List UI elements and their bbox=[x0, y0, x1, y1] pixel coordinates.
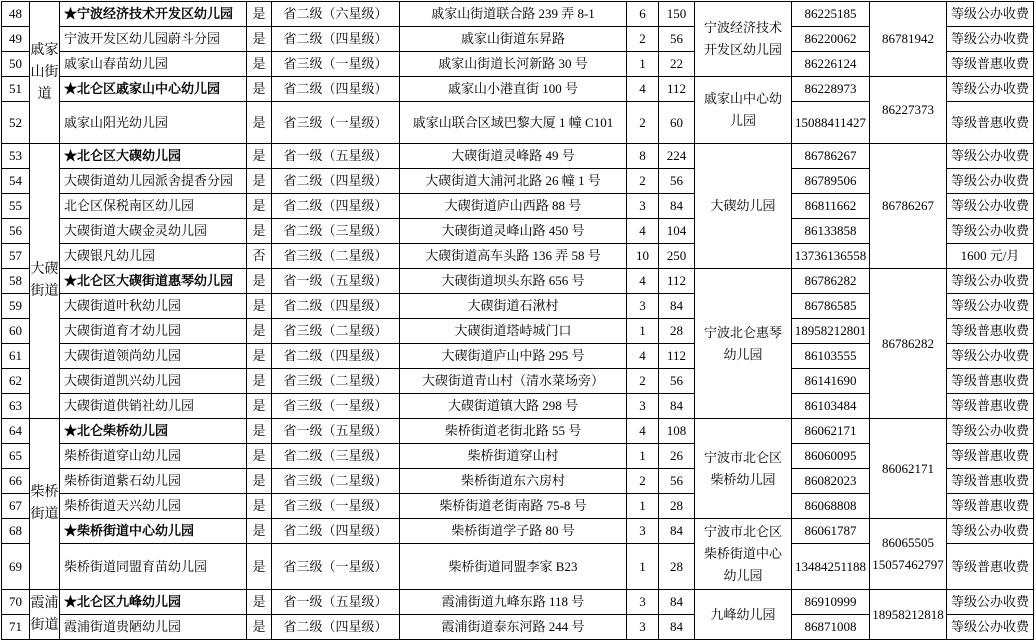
kindergarten-name: ★柴桥街道中心幼儿园 bbox=[60, 519, 247, 544]
grade-level: 省二级（四星级） bbox=[272, 615, 400, 640]
phone: 86103484 bbox=[792, 394, 870, 419]
row-number: 56 bbox=[2, 219, 30, 244]
class-count: 2 bbox=[627, 27, 659, 52]
class-count: 4 bbox=[627, 77, 659, 102]
student-count: 28 bbox=[659, 544, 695, 590]
group-name: 宁波市北仑区柴桥街道中心幼儿园 bbox=[695, 519, 792, 590]
fee: 等级普惠收费 bbox=[947, 369, 1034, 394]
address: 柴桥街道同盟李家 B23 bbox=[400, 544, 627, 590]
row-number: 69 bbox=[2, 544, 30, 590]
student-count: 112 bbox=[659, 269, 695, 294]
fee: 等级普惠收费 bbox=[947, 102, 1034, 144]
row-number: 49 bbox=[2, 27, 30, 52]
row-number: 51 bbox=[2, 77, 30, 102]
student-count: 84 bbox=[659, 394, 695, 419]
phone: 86060095 bbox=[792, 444, 870, 469]
grade-level: 省一级（五星级） bbox=[272, 144, 400, 169]
group-name: 九峰幼儿园 bbox=[695, 590, 792, 640]
phone: 86068808 bbox=[792, 494, 870, 519]
kindergarten-name: 大碶街道供销社幼儿园 bbox=[60, 394, 247, 419]
phone: 13484251188 bbox=[792, 544, 870, 590]
grade-level: 省二级（四星级） bbox=[272, 169, 400, 194]
student-count: 112 bbox=[659, 344, 695, 369]
student-count: 250 bbox=[659, 244, 695, 269]
fee: 等级公办收费 bbox=[947, 419, 1034, 444]
kindergarten-name: 大碶街道幼儿园派舍提香分园 bbox=[60, 169, 247, 194]
class-count: 1 bbox=[627, 52, 659, 77]
grade-level: 省一级（五星级） bbox=[272, 419, 400, 444]
fee: 1600 元/月 bbox=[947, 244, 1034, 269]
inclusive-flag: 是 bbox=[247, 590, 272, 615]
row-number: 65 bbox=[2, 444, 30, 469]
grade-level: 省二级（四星级） bbox=[272, 27, 400, 52]
kindergarten-name: 戚家山阳光幼儿园 bbox=[60, 102, 247, 144]
kindergarten-name: ★北仑区大碶幼儿园 bbox=[60, 144, 247, 169]
student-count: 28 bbox=[659, 319, 695, 344]
inclusive-flag: 否 bbox=[247, 244, 272, 269]
group-phone-number: 86062171 bbox=[882, 460, 934, 476]
student-count: 26 bbox=[659, 444, 695, 469]
grade-level: 省三级（一星级） bbox=[272, 52, 400, 77]
student-count: 84 bbox=[659, 194, 695, 219]
phone: 86225185 bbox=[792, 2, 870, 27]
inclusive-flag: 是 bbox=[247, 469, 272, 494]
row-number: 59 bbox=[2, 294, 30, 319]
phone: 15088411427 bbox=[792, 102, 870, 144]
row-number: 70 bbox=[2, 590, 30, 615]
address: 大碶街道高车头路 136 弄 58 号 bbox=[400, 244, 627, 269]
address: 柴桥街道学子路 80 号 bbox=[400, 519, 627, 544]
class-count: 3 bbox=[627, 394, 659, 419]
grade-level: 省二级（三星级） bbox=[272, 219, 400, 244]
inclusive-flag: 是 bbox=[247, 27, 272, 52]
row-number: 66 bbox=[2, 469, 30, 494]
address: 柴桥街道东六房村 bbox=[400, 469, 627, 494]
group-name: 戚家山中心幼儿园 bbox=[695, 77, 792, 144]
phone: 13736136558 bbox=[792, 244, 870, 269]
address: 大碶街道庐山中路 295 号 bbox=[400, 344, 627, 369]
phone: 86786282 bbox=[792, 269, 870, 294]
group-phone-number: 86781942 bbox=[882, 31, 934, 46]
inclusive-flag: 是 bbox=[247, 77, 272, 102]
inclusive-flag: 是 bbox=[247, 2, 272, 27]
grade-level: 省二级（四星级） bbox=[272, 194, 400, 219]
group-phone bbox=[870, 519, 947, 590]
kindergarten-name: ★北仑柴桥幼儿园 bbox=[60, 419, 247, 444]
class-count: 2 bbox=[627, 169, 659, 194]
kindergarten-name: ★北仑区九峰幼儿园 bbox=[60, 590, 247, 615]
fee: 等级公办收费 bbox=[947, 615, 1034, 640]
phone: 86103555 bbox=[792, 344, 870, 369]
table-row bbox=[2, 269, 1034, 294]
phone: 86062171 bbox=[792, 419, 870, 444]
class-count: 10 bbox=[627, 244, 659, 269]
row-number: 62 bbox=[2, 369, 30, 394]
phone: 86786267 bbox=[792, 144, 870, 169]
group-phone bbox=[870, 144, 947, 269]
fee: 等级公办收费 bbox=[947, 2, 1034, 27]
table-row bbox=[2, 590, 1034, 615]
address: 柴桥街道老街北路 55 号 bbox=[400, 419, 627, 444]
address: 大碶街道灵峰路 49 号 bbox=[400, 144, 627, 169]
class-count: 3 bbox=[627, 194, 659, 219]
row-number: 68 bbox=[2, 519, 30, 544]
class-count: 8 bbox=[627, 144, 659, 169]
table-row bbox=[2, 2, 1034, 27]
inclusive-flag: 是 bbox=[247, 494, 272, 519]
grade-level: 省三级（一星级） bbox=[272, 394, 400, 419]
phone: 86220062 bbox=[792, 27, 870, 52]
inclusive-flag: 是 bbox=[247, 102, 272, 144]
class-count: 2 bbox=[627, 469, 659, 494]
student-count: 56 bbox=[659, 369, 695, 394]
inclusive-flag: 是 bbox=[247, 52, 272, 77]
group-name: 宁波经济技术开发区幼儿园 bbox=[695, 2, 792, 77]
address: 霞浦街道九峰东路 118 号 bbox=[400, 590, 627, 615]
group-name: 宁波北仑惠琴幼儿园 bbox=[695, 269, 792, 419]
inclusive-flag: 是 bbox=[247, 219, 272, 244]
kindergarten-name: 北仑区保税南区幼儿园 bbox=[60, 194, 247, 219]
class-count: 4 bbox=[627, 219, 659, 244]
address: 霞浦街道泰东河路 244 号 bbox=[400, 615, 627, 640]
kindergarten-table-body bbox=[2, 2, 1034, 640]
student-count: 84 bbox=[659, 519, 695, 544]
fee: 等级公办收费 bbox=[947, 344, 1034, 369]
row-number: 50 bbox=[2, 52, 30, 77]
row-number: 55 bbox=[2, 194, 30, 219]
student-count: 56 bbox=[659, 27, 695, 52]
kindergarten-name: 大碶银凡幼儿园 bbox=[60, 244, 247, 269]
address: 戚家山联合区域巴黎大厦 1 幢 C101 bbox=[400, 102, 627, 144]
group-phone-number: 86065505 bbox=[882, 535, 934, 550]
phone: 86082023 bbox=[792, 469, 870, 494]
fee: 等级公办收费 bbox=[947, 144, 1034, 169]
address: 戚家山街道东昇路 bbox=[400, 27, 627, 52]
grade-level: 省二级（六星级） bbox=[272, 2, 400, 27]
inclusive-flag: 是 bbox=[247, 294, 272, 319]
phone: 18958212801 bbox=[792, 319, 870, 344]
grade-level: 省二级（四星级） bbox=[272, 77, 400, 102]
inclusive-flag: 是 bbox=[247, 419, 272, 444]
table-row bbox=[2, 419, 1034, 444]
student-count: 28 bbox=[659, 494, 695, 519]
row-number: 52 bbox=[2, 102, 30, 144]
table-row bbox=[2, 77, 1034, 102]
group-phone-number: 86786267 bbox=[882, 198, 934, 213]
class-count: 3 bbox=[627, 519, 659, 544]
student-count: 104 bbox=[659, 219, 695, 244]
group-phone-number: 18958212818 bbox=[872, 606, 944, 622]
grade-level: 省三级（一星级） bbox=[272, 494, 400, 519]
fee: 等级公办收费 bbox=[947, 294, 1034, 319]
fee: 等级公办收费 bbox=[947, 219, 1034, 244]
inclusive-flag: 是 bbox=[247, 615, 272, 640]
address: 大碶街道庐山西路 88 号 bbox=[400, 194, 627, 219]
class-count: 2 bbox=[627, 102, 659, 144]
group-phone-number: 86227373 bbox=[882, 102, 934, 117]
phone: 86811662 bbox=[792, 194, 870, 219]
phone: 86226124 bbox=[792, 52, 870, 77]
row-number: 71 bbox=[2, 615, 30, 640]
grade-level: 省三级（二星级） bbox=[272, 244, 400, 269]
inclusive-flag: 是 bbox=[247, 269, 272, 294]
address: 大碶街道青山村（清水菜场旁） bbox=[400, 369, 627, 394]
fee: 等级公办收费 bbox=[947, 169, 1034, 194]
inclusive-flag: 是 bbox=[247, 544, 272, 590]
grade-level: 省三级（一星级） bbox=[272, 544, 400, 590]
kindergarten-name: ★宁波经济技术开发区幼儿园 bbox=[60, 2, 247, 27]
inclusive-flag: 是 bbox=[247, 394, 272, 419]
group-phone-number: 15057462797 bbox=[872, 557, 944, 572]
class-count: 1 bbox=[627, 444, 659, 469]
inclusive-flag: 是 bbox=[247, 169, 272, 194]
group-phone bbox=[870, 590, 947, 640]
kindergarten-name: 大碶街道育才幼儿园 bbox=[60, 319, 247, 344]
inclusive-flag: 是 bbox=[247, 369, 272, 394]
student-count: 22 bbox=[659, 52, 695, 77]
kindergarten-table bbox=[1, 1, 1034, 640]
phone: 86061787 bbox=[792, 519, 870, 544]
class-count: 3 bbox=[627, 590, 659, 615]
phone: 86871008 bbox=[792, 615, 870, 640]
grade-level: 省三级（二星级） bbox=[272, 369, 400, 394]
group-phone bbox=[870, 269, 947, 419]
student-count: 56 bbox=[659, 469, 695, 494]
kindergarten-name: 戚家山春苗幼儿园 bbox=[60, 52, 247, 77]
class-count: 3 bbox=[627, 294, 659, 319]
grade-level: 省三级（二星级） bbox=[272, 319, 400, 344]
fee: 等级公办收费 bbox=[947, 519, 1034, 544]
phone: 86789506 bbox=[792, 169, 870, 194]
phone: 86228973 bbox=[792, 77, 870, 102]
fee: 等级普惠收费 bbox=[947, 394, 1034, 419]
table-row bbox=[2, 519, 1034, 544]
kindergarten-name: 宁波开发区幼儿园蔚斗分园 bbox=[60, 27, 247, 52]
address: 大碶街道坝头东路 656 号 bbox=[400, 269, 627, 294]
address: 大碶街道大浦河北路 26 幢 1 号 bbox=[400, 169, 627, 194]
address: 大碶街道塔峙城门口 bbox=[400, 319, 627, 344]
student-count: 56 bbox=[659, 169, 695, 194]
group-phone bbox=[870, 2, 947, 77]
address: 大碶街道石湫村 bbox=[400, 294, 627, 319]
address: 戚家山街道联合路 239 弄 8-1 bbox=[400, 2, 627, 27]
fee: 等级公办收费 bbox=[947, 269, 1034, 294]
fee: 等级普惠收费 bbox=[947, 544, 1034, 590]
kindergarten-name: ★北仑区大碶街道惠琴幼儿园 bbox=[60, 269, 247, 294]
group-name: 宁波市北仑区柴桥幼儿园 bbox=[695, 419, 792, 519]
kindergarten-name: 柴桥街道同盟育苗幼儿园 bbox=[60, 544, 247, 590]
group-name: 大碶幼儿园 bbox=[695, 144, 792, 269]
row-number: 57 bbox=[2, 244, 30, 269]
fee: 等级普惠收费 bbox=[947, 444, 1034, 469]
kindergarten-name: 大碶街道大碶金灵幼儿园 bbox=[60, 219, 247, 244]
address: 柴桥街道穿山村 bbox=[400, 444, 627, 469]
grade-level: 省三级（一星级） bbox=[272, 102, 400, 144]
address: 大碶街道灵峰山路 450 号 bbox=[400, 219, 627, 244]
student-count: 108 bbox=[659, 419, 695, 444]
class-count: 3 bbox=[627, 615, 659, 640]
table-row bbox=[2, 144, 1034, 169]
kindergarten-name: ★北仑区戚家山中心幼儿园 bbox=[60, 77, 247, 102]
fee: 等级公办收费 bbox=[947, 27, 1034, 52]
kindergarten-name: 霞浦街道贵陋幼儿园 bbox=[60, 615, 247, 640]
row-number: 67 bbox=[2, 494, 30, 519]
row-number: 63 bbox=[2, 394, 30, 419]
kindergarten-name: 柴桥街道紫石幼儿园 bbox=[60, 469, 247, 494]
fee: 等级公办收费 bbox=[947, 77, 1034, 102]
row-number: 53 bbox=[2, 144, 30, 169]
address: 柴桥街道老街南路 75-8 号 bbox=[400, 494, 627, 519]
class-count: 1 bbox=[627, 319, 659, 344]
fee: 等级普惠收费 bbox=[947, 469, 1034, 494]
fee: 等级普惠收费 bbox=[947, 52, 1034, 77]
class-count: 1 bbox=[627, 494, 659, 519]
kindergarten-name: 柴桥街道穿山幼儿园 bbox=[60, 444, 247, 469]
street-name: 霞浦街道 bbox=[30, 590, 60, 640]
grade-level: 省二级（四星级） bbox=[272, 519, 400, 544]
inclusive-flag: 是 bbox=[247, 519, 272, 544]
student-count: 84 bbox=[659, 590, 695, 615]
class-count: 4 bbox=[627, 344, 659, 369]
phone: 86141690 bbox=[792, 369, 870, 394]
kindergarten-name: 大碶街道领尚幼儿园 bbox=[60, 344, 247, 369]
group-phone bbox=[870, 419, 947, 519]
grade-level: 省二级（四星级） bbox=[272, 344, 400, 369]
inclusive-flag: 是 bbox=[247, 319, 272, 344]
street-name: 戚家山街道 bbox=[30, 2, 60, 144]
row-number: 58 bbox=[2, 269, 30, 294]
grade-level: 省一级（五星级） bbox=[272, 590, 400, 615]
grade-level: 省一级（五星级） bbox=[272, 269, 400, 294]
student-count: 84 bbox=[659, 294, 695, 319]
phone: 86133858 bbox=[792, 219, 870, 244]
row-number: 64 bbox=[2, 419, 30, 444]
fee: 等级公办收费 bbox=[947, 194, 1034, 219]
grade-level: 省二级（三星级） bbox=[272, 444, 400, 469]
fee: 等级普惠收费 bbox=[947, 494, 1034, 519]
class-count: 4 bbox=[627, 269, 659, 294]
kindergarten-name: 大碶街道凯兴幼儿园 bbox=[60, 369, 247, 394]
inclusive-flag: 是 bbox=[247, 144, 272, 169]
row-number: 54 bbox=[2, 169, 30, 194]
grade-level: 省三级（二星级） bbox=[272, 469, 400, 494]
street-name: 柴桥街道 bbox=[30, 419, 60, 590]
student-count: 84 bbox=[659, 615, 695, 640]
address: 戚家山街道长河新路 30 号 bbox=[400, 52, 627, 77]
inclusive-flag: 是 bbox=[247, 344, 272, 369]
row-number: 48 bbox=[2, 2, 30, 27]
row-number: 60 bbox=[2, 319, 30, 344]
student-count: 60 bbox=[659, 102, 695, 144]
street-name: 大碶街道 bbox=[30, 144, 60, 419]
inclusive-flag: 是 bbox=[247, 444, 272, 469]
class-count: 1 bbox=[627, 544, 659, 590]
group-phone-number: 86786282 bbox=[882, 335, 934, 351]
kindergarten-name: 大碶街道叶秋幼儿园 bbox=[60, 294, 247, 319]
kindergarten-name: 柴桥街道天兴幼儿园 bbox=[60, 494, 247, 519]
address: 大碶街道镇大路 298 号 bbox=[400, 394, 627, 419]
student-count: 112 bbox=[659, 77, 695, 102]
class-count: 4 bbox=[627, 419, 659, 444]
class-count: 2 bbox=[627, 369, 659, 394]
row-number: 61 bbox=[2, 344, 30, 369]
phone: 86910999 bbox=[792, 590, 870, 615]
group-phone bbox=[870, 77, 947, 144]
student-count: 224 bbox=[659, 144, 695, 169]
grade-level: 省二级（四星级） bbox=[272, 294, 400, 319]
phone: 86786585 bbox=[792, 294, 870, 319]
inclusive-flag: 是 bbox=[247, 194, 272, 219]
fee: 等级公办收费 bbox=[947, 590, 1034, 615]
address: 戚家山小港直街 100 号 bbox=[400, 77, 627, 102]
class-count: 6 bbox=[627, 2, 659, 27]
fee: 等级普惠收费 bbox=[947, 319, 1034, 344]
student-count: 150 bbox=[659, 2, 695, 27]
